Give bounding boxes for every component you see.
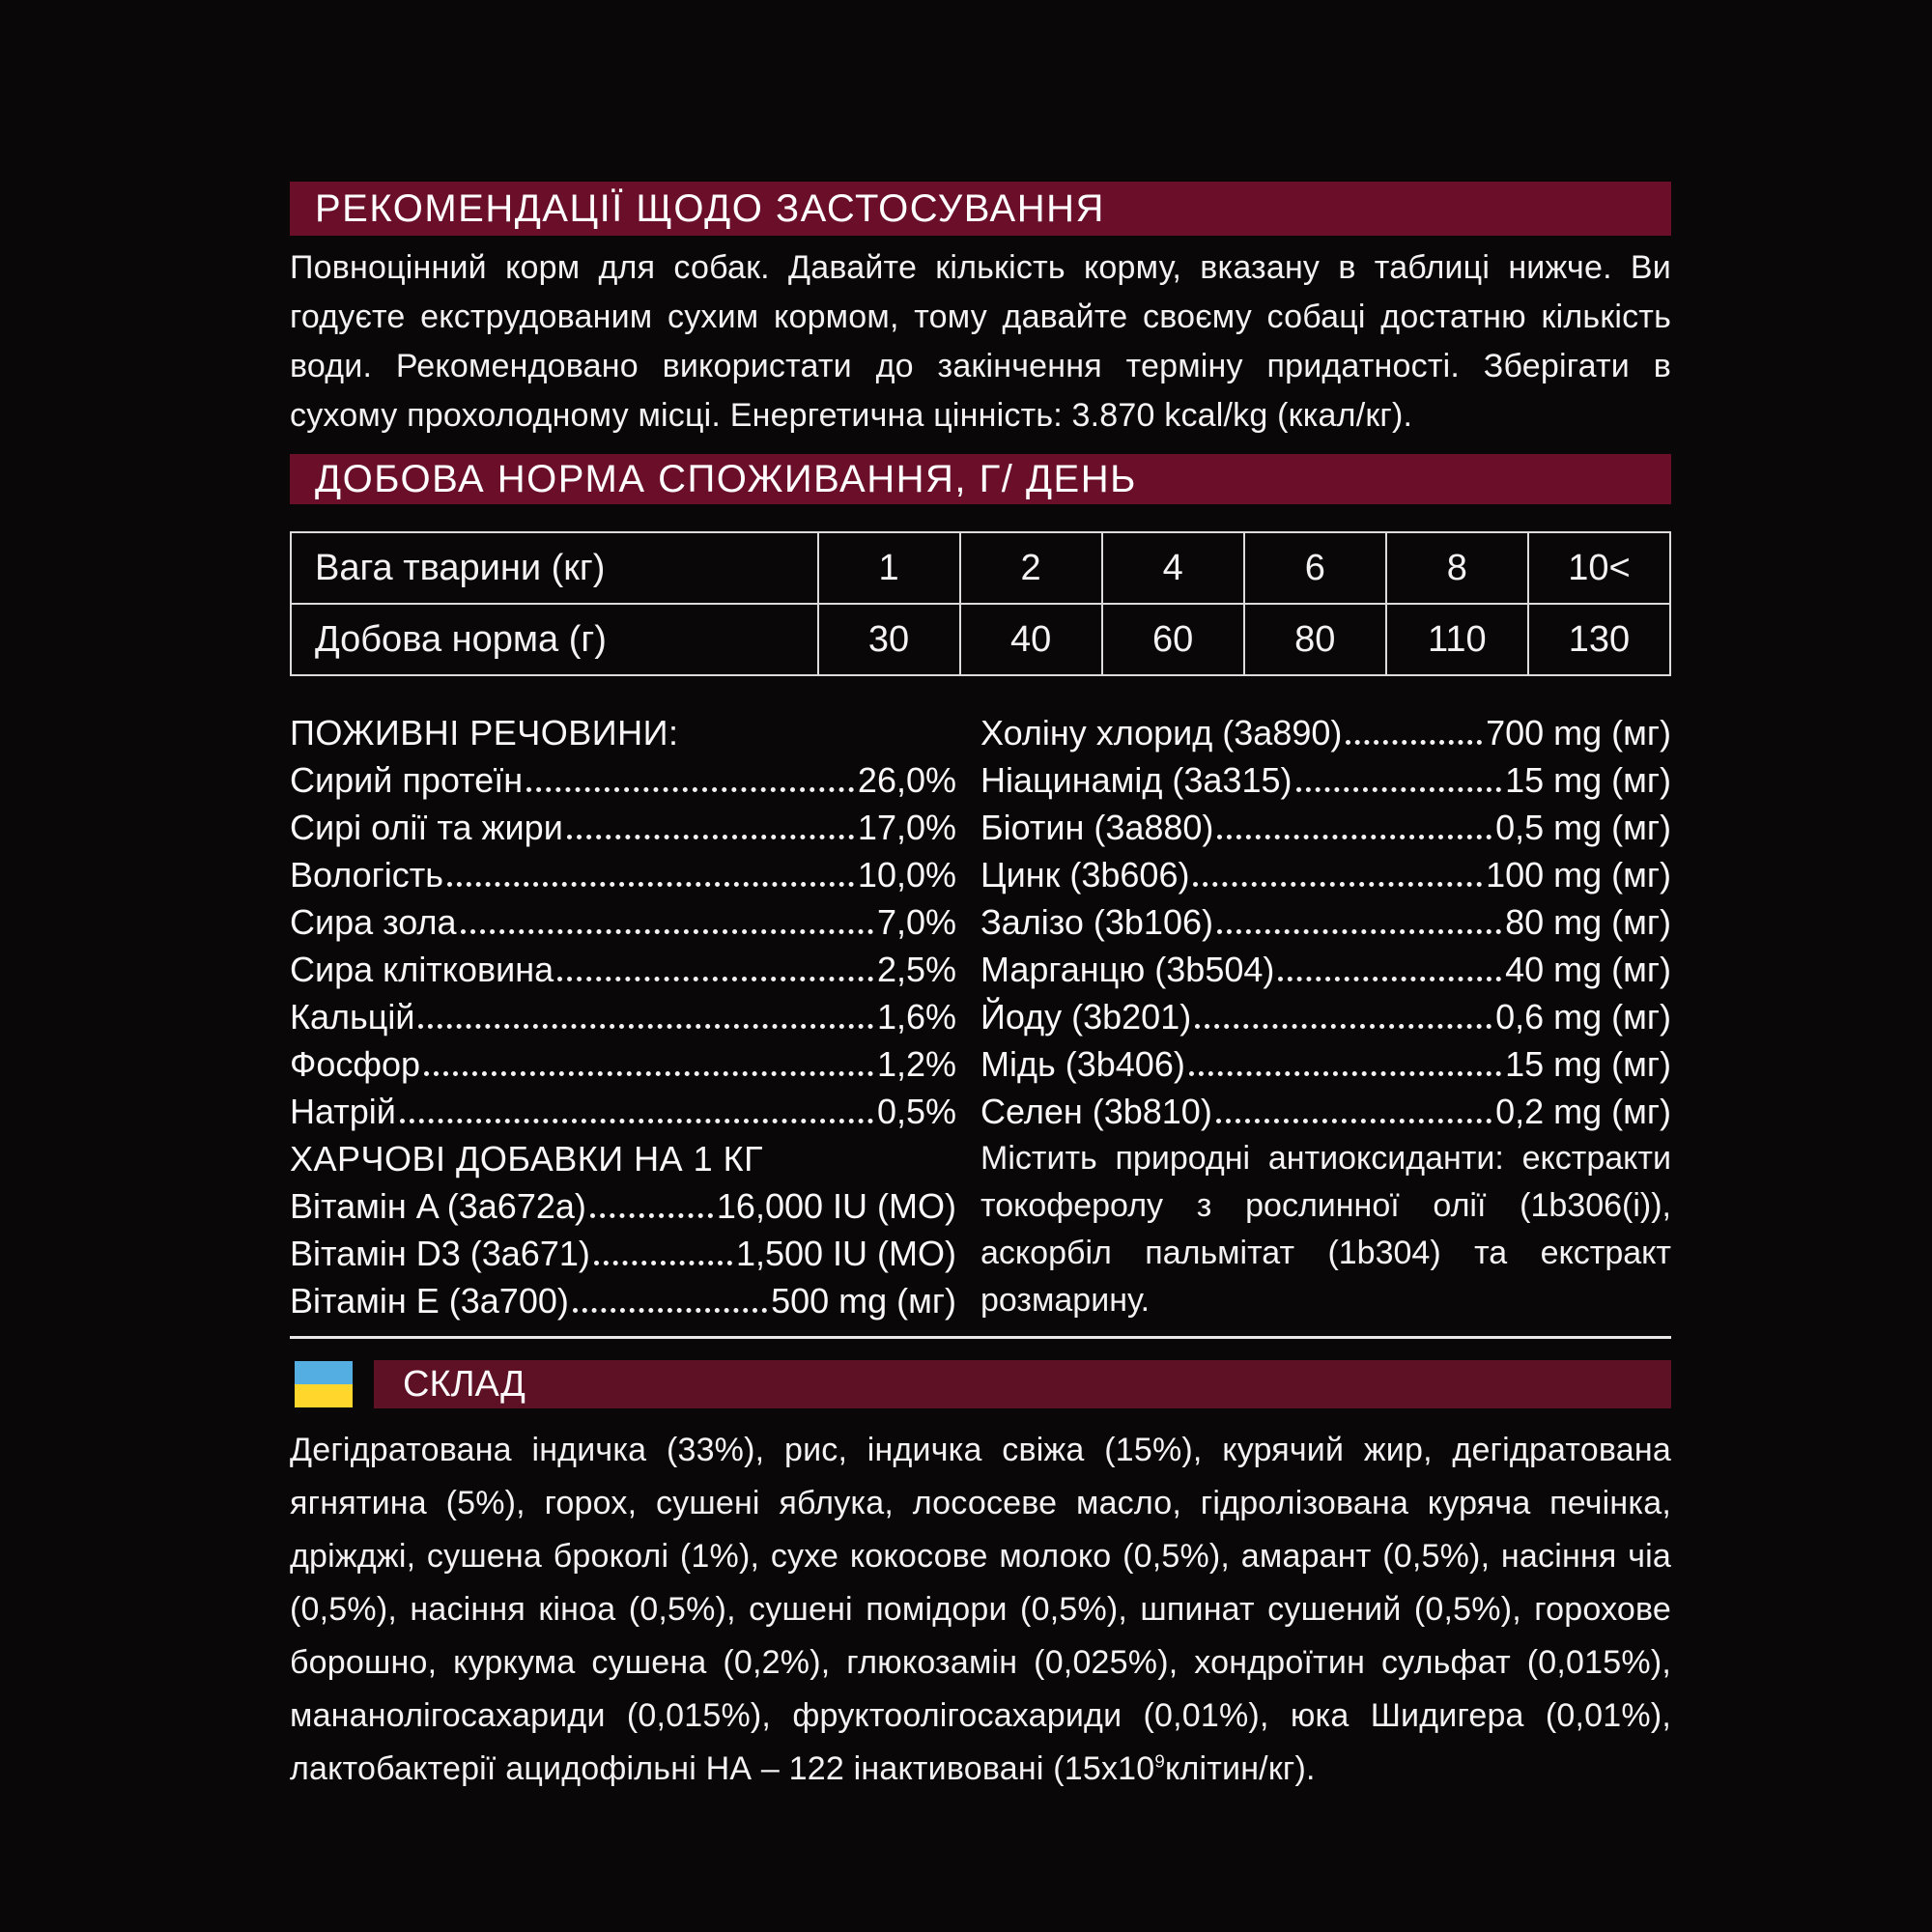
composition-text-after: клітин/кг). xyxy=(1164,1750,1316,1787)
nutrient-row xyxy=(290,804,956,851)
composition-text-main: Дегідратована індичка (33%), рис, індичка свіжа (15%), курячий жир, дегідратована ягнятина (5%), горох, сушені яблука, лососеве масло, гідролізована куряча печінка, дріжджі, сушена броколі (1%), сухе кокосове молоко (0,5%), амарант (0,5%), насіння чіа (0,5%), насіння кіноа (0,5%), сушені помідори (0,5%), шпинат сушений (0,5%), горохове борошно, куркума сушена (0,2%), глюкозамін (0,025%), хондроїтин сульфат (0,015%), мананолігосахариди (0,015%), фруктоолігосахариди (0,01%), юка Шидигера (0,01%), лактобактерії ацидофільні НА – 122 інактивовані (15х10 xyxy=(290,1432,1671,1787)
mineral-value: 15 mg (мг) xyxy=(1505,1044,1671,1084)
mineral-value: 100 mg (мг) xyxy=(1486,855,1671,895)
additive-name: Вітамін D3 (3а671) xyxy=(290,1234,590,1273)
mineral-value: 15 mg (мг) xyxy=(1505,760,1671,800)
mineral-row xyxy=(980,1088,1671,1135)
mineral-value: 80 mg (мг) xyxy=(1505,902,1671,942)
nutrient-value: 0,5% xyxy=(876,1092,956,1131)
mineral-name: Селен (3b810) xyxy=(980,1092,1212,1131)
mineral-name: Марганцю (3b504) xyxy=(980,950,1275,989)
dot-leader xyxy=(1193,882,1482,887)
nutrient-row xyxy=(290,756,956,804)
dot-leader xyxy=(447,882,854,887)
weight-value: 4 xyxy=(1102,532,1244,604)
dot-leader xyxy=(526,787,854,792)
nutrient-value: 1,6% xyxy=(876,997,956,1037)
mineral-value: 700 mg (мг) xyxy=(1486,713,1671,753)
dot-leader xyxy=(400,1119,873,1123)
dot-leader xyxy=(1346,740,1482,745)
nutrient-value: 26,0% xyxy=(857,760,956,800)
mineral-value: 0,5 mg (мг) xyxy=(1495,808,1671,847)
additive-row xyxy=(290,1230,956,1277)
nutrient-row xyxy=(290,946,956,993)
nutrients-column-left xyxy=(290,709,956,1324)
daily-intake-header-bar xyxy=(290,454,1671,504)
norm-value: 130 xyxy=(1528,604,1670,675)
mineral-row xyxy=(980,946,1671,993)
norm-value: 80 xyxy=(1244,604,1386,675)
norm-value: 60 xyxy=(1102,604,1244,675)
additive-name: Вітамін E (3а700) xyxy=(290,1281,569,1321)
additives-title: ХАРЧОВІ ДОБАВКИ НА 1 КГ xyxy=(290,1139,764,1179)
dot-leader xyxy=(594,1261,732,1265)
dot-leader xyxy=(1189,1071,1501,1076)
mineral-row xyxy=(980,851,1671,898)
nutrient-name: Натрій xyxy=(290,1092,396,1131)
dot-leader xyxy=(1296,787,1502,792)
flag-yellow-stripe xyxy=(295,1384,353,1407)
mineral-row xyxy=(980,898,1671,946)
nutrients-section xyxy=(290,709,1671,1324)
mineral-name: Залізо (3b106) xyxy=(980,902,1213,942)
nutrient-row xyxy=(290,851,956,898)
mineral-name: Мідь (3b406) xyxy=(980,1044,1185,1084)
mineral-row xyxy=(980,1040,1671,1088)
dot-leader xyxy=(1217,929,1501,934)
nutrient-row xyxy=(290,898,956,946)
weight-value: 1 xyxy=(818,532,960,604)
ukraine-flag-icon xyxy=(295,1361,353,1407)
label-content xyxy=(290,182,1671,1796)
flag-blue-stripe xyxy=(295,1361,353,1384)
weight-value: 10< xyxy=(1528,532,1670,604)
mineral-row xyxy=(980,709,1671,756)
weight-value: 8 xyxy=(1386,532,1528,604)
table-row-daily-norm xyxy=(291,604,1670,675)
nutrient-row xyxy=(290,1040,956,1088)
norm-value: 30 xyxy=(818,604,960,675)
dot-leader xyxy=(424,1071,873,1076)
recommendations-title: РЕКОМЕНДАЦІЇ ЩОДО ЗАСТОСУВАННЯ xyxy=(315,186,1105,230)
composition-header xyxy=(290,1360,1671,1408)
dot-leader xyxy=(1217,835,1492,839)
section-divider xyxy=(290,1336,1671,1339)
daily-intake-title: ДОБОВА НОРМА СПОЖИВАННЯ, Г/ ДЕНЬ xyxy=(315,457,1137,500)
nutrients-column-right xyxy=(980,709,1671,1324)
nutrient-name: Сирі олії та жири xyxy=(290,808,563,847)
nutrient-value: 1,2% xyxy=(876,1044,956,1084)
nutrient-name: Фосфор xyxy=(290,1044,421,1084)
dot-leader xyxy=(461,929,873,934)
daily-intake-table xyxy=(290,531,1671,676)
nutrient-name: Кальцій xyxy=(290,997,415,1037)
dot-leader xyxy=(573,1308,767,1313)
table-row-weight xyxy=(291,532,1670,604)
dot-leader xyxy=(557,977,873,981)
mineral-name: Біотин (3а880) xyxy=(980,808,1214,847)
additive-row xyxy=(290,1277,956,1324)
norm-value: 40 xyxy=(960,604,1102,675)
mineral-value: 0,6 mg (мг) xyxy=(1495,997,1671,1037)
additive-row xyxy=(290,1182,956,1230)
composition-header-bar xyxy=(374,1360,1671,1408)
weight-value: 6 xyxy=(1244,532,1386,604)
weight-value: 2 xyxy=(960,532,1102,604)
norm-value: 110 xyxy=(1386,604,1528,675)
mineral-name: Йоду (3b201) xyxy=(980,997,1192,1037)
row-norm-label: Добова норма (г) xyxy=(291,604,818,675)
recommendations-body: Повноцінний корм для собак. Давайте кількість корму, вказану в таблиці нижче. Ви годуєте екструдованим сухим кормом, тому давайте своєму собаці достатню кількість води. Рекомендовано використати до закінчення терміну придатності. Зберігати в сухому прохолодному місці. Енергетична цінність: 3.870 kcal/kg (ккал/кг). xyxy=(290,249,1671,434)
nutrient-value: 17,0% xyxy=(857,808,956,847)
additive-value: 1,500 IU (МО) xyxy=(735,1234,956,1273)
mineral-name: Цинк (3b606) xyxy=(980,855,1190,895)
mineral-value: 40 mg (мг) xyxy=(1505,950,1671,989)
mineral-name: Ніацинамід (3а315) xyxy=(980,760,1293,800)
nutrient-value: 2,5% xyxy=(876,950,956,989)
dot-leader xyxy=(1195,1024,1492,1029)
mineral-row xyxy=(980,756,1671,804)
recommendations-header-bar xyxy=(290,182,1671,236)
additive-value: 500 mg (мг) xyxy=(771,1281,956,1321)
composition-superscript: 9 xyxy=(1154,1750,1165,1772)
composition-title: СКЛАД xyxy=(403,1363,526,1405)
nutrient-name: Вологість xyxy=(290,855,444,895)
nutrient-value: 10,0% xyxy=(857,855,956,895)
dot-leader xyxy=(1216,1119,1492,1123)
dot-leader xyxy=(567,835,854,839)
nutrient-name: Сира зола xyxy=(290,902,457,942)
row-weight-label: Вага тварини (кг) xyxy=(291,532,818,604)
nutrients-title: ПОЖИВНІ РЕЧОВИНИ: xyxy=(290,713,679,753)
nutrient-name: Сира клітковина xyxy=(290,950,554,989)
nutrient-value: 7,0% xyxy=(876,902,956,942)
mineral-value: 0,2 mg (мг) xyxy=(1495,1092,1671,1131)
mineral-name: Холіну хлорид (3а890) xyxy=(980,713,1343,753)
nutrient-row xyxy=(290,993,956,1040)
mineral-row xyxy=(980,804,1671,851)
additive-value: 16,000 IU (МО) xyxy=(716,1186,956,1226)
nutrient-row xyxy=(290,1088,956,1135)
dot-leader xyxy=(1278,977,1501,981)
mineral-row xyxy=(980,993,1671,1040)
additive-name: Вітамін A (3а672а) xyxy=(290,1186,586,1226)
antioxidants-text: Містить природні антиоксиданти: екстракти токоферолу з рослинної олії (1b306(i)), аскорбіл пальмітат (1b304) та екстракт розмарину. xyxy=(980,1140,1671,1319)
dot-leader xyxy=(418,1024,872,1029)
nutrient-name: Сирий протеїн xyxy=(290,760,524,800)
composition-text xyxy=(290,1424,1671,1796)
dot-leader xyxy=(590,1213,713,1218)
